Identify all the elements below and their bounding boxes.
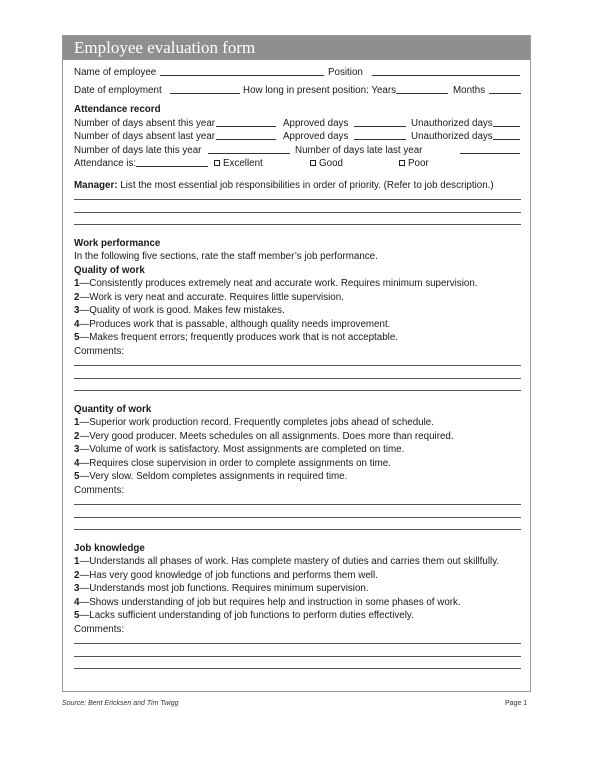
quality-item: 4—Produces work that is passable, although quality needs improvement.: [74, 318, 391, 330]
work-performance-heading: Work performance: [74, 237, 161, 249]
comment-line[interactable]: [74, 365, 521, 366]
absent-this-field[interactable]: [216, 117, 276, 127]
knowledge-heading: Job knowledge: [74, 542, 145, 554]
comment-line[interactable]: [74, 668, 521, 669]
approved-label: Approved days: [283, 131, 349, 142]
poor-checkbox[interactable]: [399, 160, 405, 166]
absent-last-field[interactable]: [216, 130, 276, 140]
knowledge-item: 1—Understands all phases of work. Has complete mastery of duties and carries them out skillfully.: [74, 556, 500, 567]
years-field[interactable]: [396, 84, 448, 94]
absent-this-label: Number of days absent this year: [74, 117, 216, 129]
employee-name-row: [74, 66, 521, 80]
quantity-heading: Quantity of work: [74, 403, 152, 415]
knowledge-item: 3—Understands most job functions. Requires minimum supervision.: [74, 583, 369, 594]
position-field[interactable]: [372, 66, 520, 76]
comment-line[interactable]: [74, 504, 521, 505]
employment-date-field[interactable]: [170, 84, 240, 94]
knowledge-comment-lines[interactable]: [74, 643, 521, 669]
attendance-is-label: Attendance is:: [74, 158, 137, 169]
quality-item: 1—Consistently produces extremely neat and accurate work. Requires minimum supervision.: [74, 278, 478, 289]
quantity-item: 5—Very slow. Seldom completes assignments in required time.: [74, 471, 348, 482]
employee-name-field[interactable]: [160, 66, 324, 76]
manager-text: List the most essential job responsibilities in order of priority. (Refer to job description.): [120, 179, 494, 191]
late-last-field[interactable]: [460, 144, 520, 154]
comment-line[interactable]: [74, 517, 521, 518]
attendance-heading: Attendance record: [74, 104, 161, 115]
quantity-comment-lines[interactable]: [74, 504, 521, 530]
quantity-comments-label: Comments:: [74, 484, 125, 496]
absent-last-row: [74, 130, 521, 144]
approved-label: Approved days: [283, 117, 349, 129]
position-label: Position: [328, 67, 363, 78]
form-content: [74, 66, 521, 681]
comment-line[interactable]: [74, 390, 521, 391]
comment-line[interactable]: [74, 378, 521, 379]
knowledge-item: 4—Shows understanding of job but requires help and instruction in some phases of work.: [74, 596, 461, 608]
knowledge-item: 5—Lacks sufficient understanding of job functions to perform duties effectively.: [74, 610, 414, 621]
manager-label: Manager:: [74, 179, 118, 191]
quality-comments-label: Comments:: [74, 345, 125, 357]
quality-item: 5—Makes frequent errors; frequently produces work that is not acceptable.: [74, 332, 399, 343]
comment-line[interactable]: [74, 643, 521, 644]
knowledge-comments-label: Comments:: [74, 623, 125, 635]
answer-line[interactable]: [74, 212, 521, 213]
comment-line[interactable]: [74, 656, 521, 657]
attendance-field[interactable]: [136, 157, 208, 167]
answer-line[interactable]: [74, 199, 521, 200]
years-label: How long in present position: Years: [243, 84, 397, 96]
form-frame: [62, 35, 531, 692]
late-last-label: Number of days late last year: [295, 144, 423, 156]
excellent-option[interactable]: Excellent: [214, 157, 263, 171]
late-this-row: [74, 144, 521, 158]
absent-last-label: Number of days absent last year: [74, 131, 216, 142]
manager-answer-lines[interactable]: [74, 199, 521, 225]
good-option[interactable]: Good: [310, 157, 343, 171]
employee-name-label: Name of employee: [74, 67, 157, 78]
quantity-item: 2—Very good producer. Meets schedules on all assignments. Does more than required.: [74, 430, 454, 442]
late-this-label: Number of days late this year: [74, 144, 202, 156]
quantity-item: 3—Volume of work is satisfactory. Most assignments are completed on time.: [74, 444, 405, 455]
attendance-rating-row: [74, 157, 521, 171]
comment-line[interactable]: [74, 529, 521, 530]
approved-field[interactable]: [354, 130, 406, 140]
unauthorized-label: Unauthorized days: [411, 131, 493, 142]
manager-instruction: [74, 179, 521, 193]
months-label: Months: [453, 84, 486, 96]
source-credit: Source: Bent Ericksen and Tim Twigg: [62, 700, 179, 707]
answer-line[interactable]: [74, 224, 521, 225]
quality-comment-lines[interactable]: [74, 365, 521, 391]
late-this-field[interactable]: [208, 144, 290, 154]
quantity-item: 4—Requires close supervision in order to complete assignments on time.: [74, 457, 391, 469]
unauthorized-field[interactable]: [493, 117, 520, 127]
excellent-checkbox[interactable]: [214, 160, 220, 166]
months-field[interactable]: [489, 84, 521, 94]
unauthorized-label: Unauthorized days: [411, 117, 493, 129]
poor-option[interactable]: Poor: [399, 157, 429, 171]
absent-this-row: [74, 117, 521, 131]
employment-date-label: Date of employment: [74, 84, 162, 96]
quality-heading: Quality of work: [74, 264, 145, 276]
quality-item: 2—Work is very neat and accurate. Requires little supervision.: [74, 291, 344, 303]
form-title: Employee evaluation form: [63, 36, 530, 60]
good-checkbox[interactable]: [310, 160, 316, 166]
employment-date-row: [74, 84, 521, 98]
approved-field[interactable]: [354, 117, 406, 127]
unauthorized-field[interactable]: [493, 130, 520, 140]
page-number: Page 1: [505, 700, 528, 707]
quality-item: 3—Quality of work is good. Makes few mistakes.: [74, 305, 285, 316]
work-performance-intro: In the following five sections, rate the staff member’s job performance.: [74, 251, 378, 262]
quantity-item: 1—Superior work production record. Frequently completes jobs ahead of schedule.: [74, 417, 434, 428]
knowledge-item: 2—Has very good knowledge of job functions and performs them well.: [74, 569, 378, 581]
